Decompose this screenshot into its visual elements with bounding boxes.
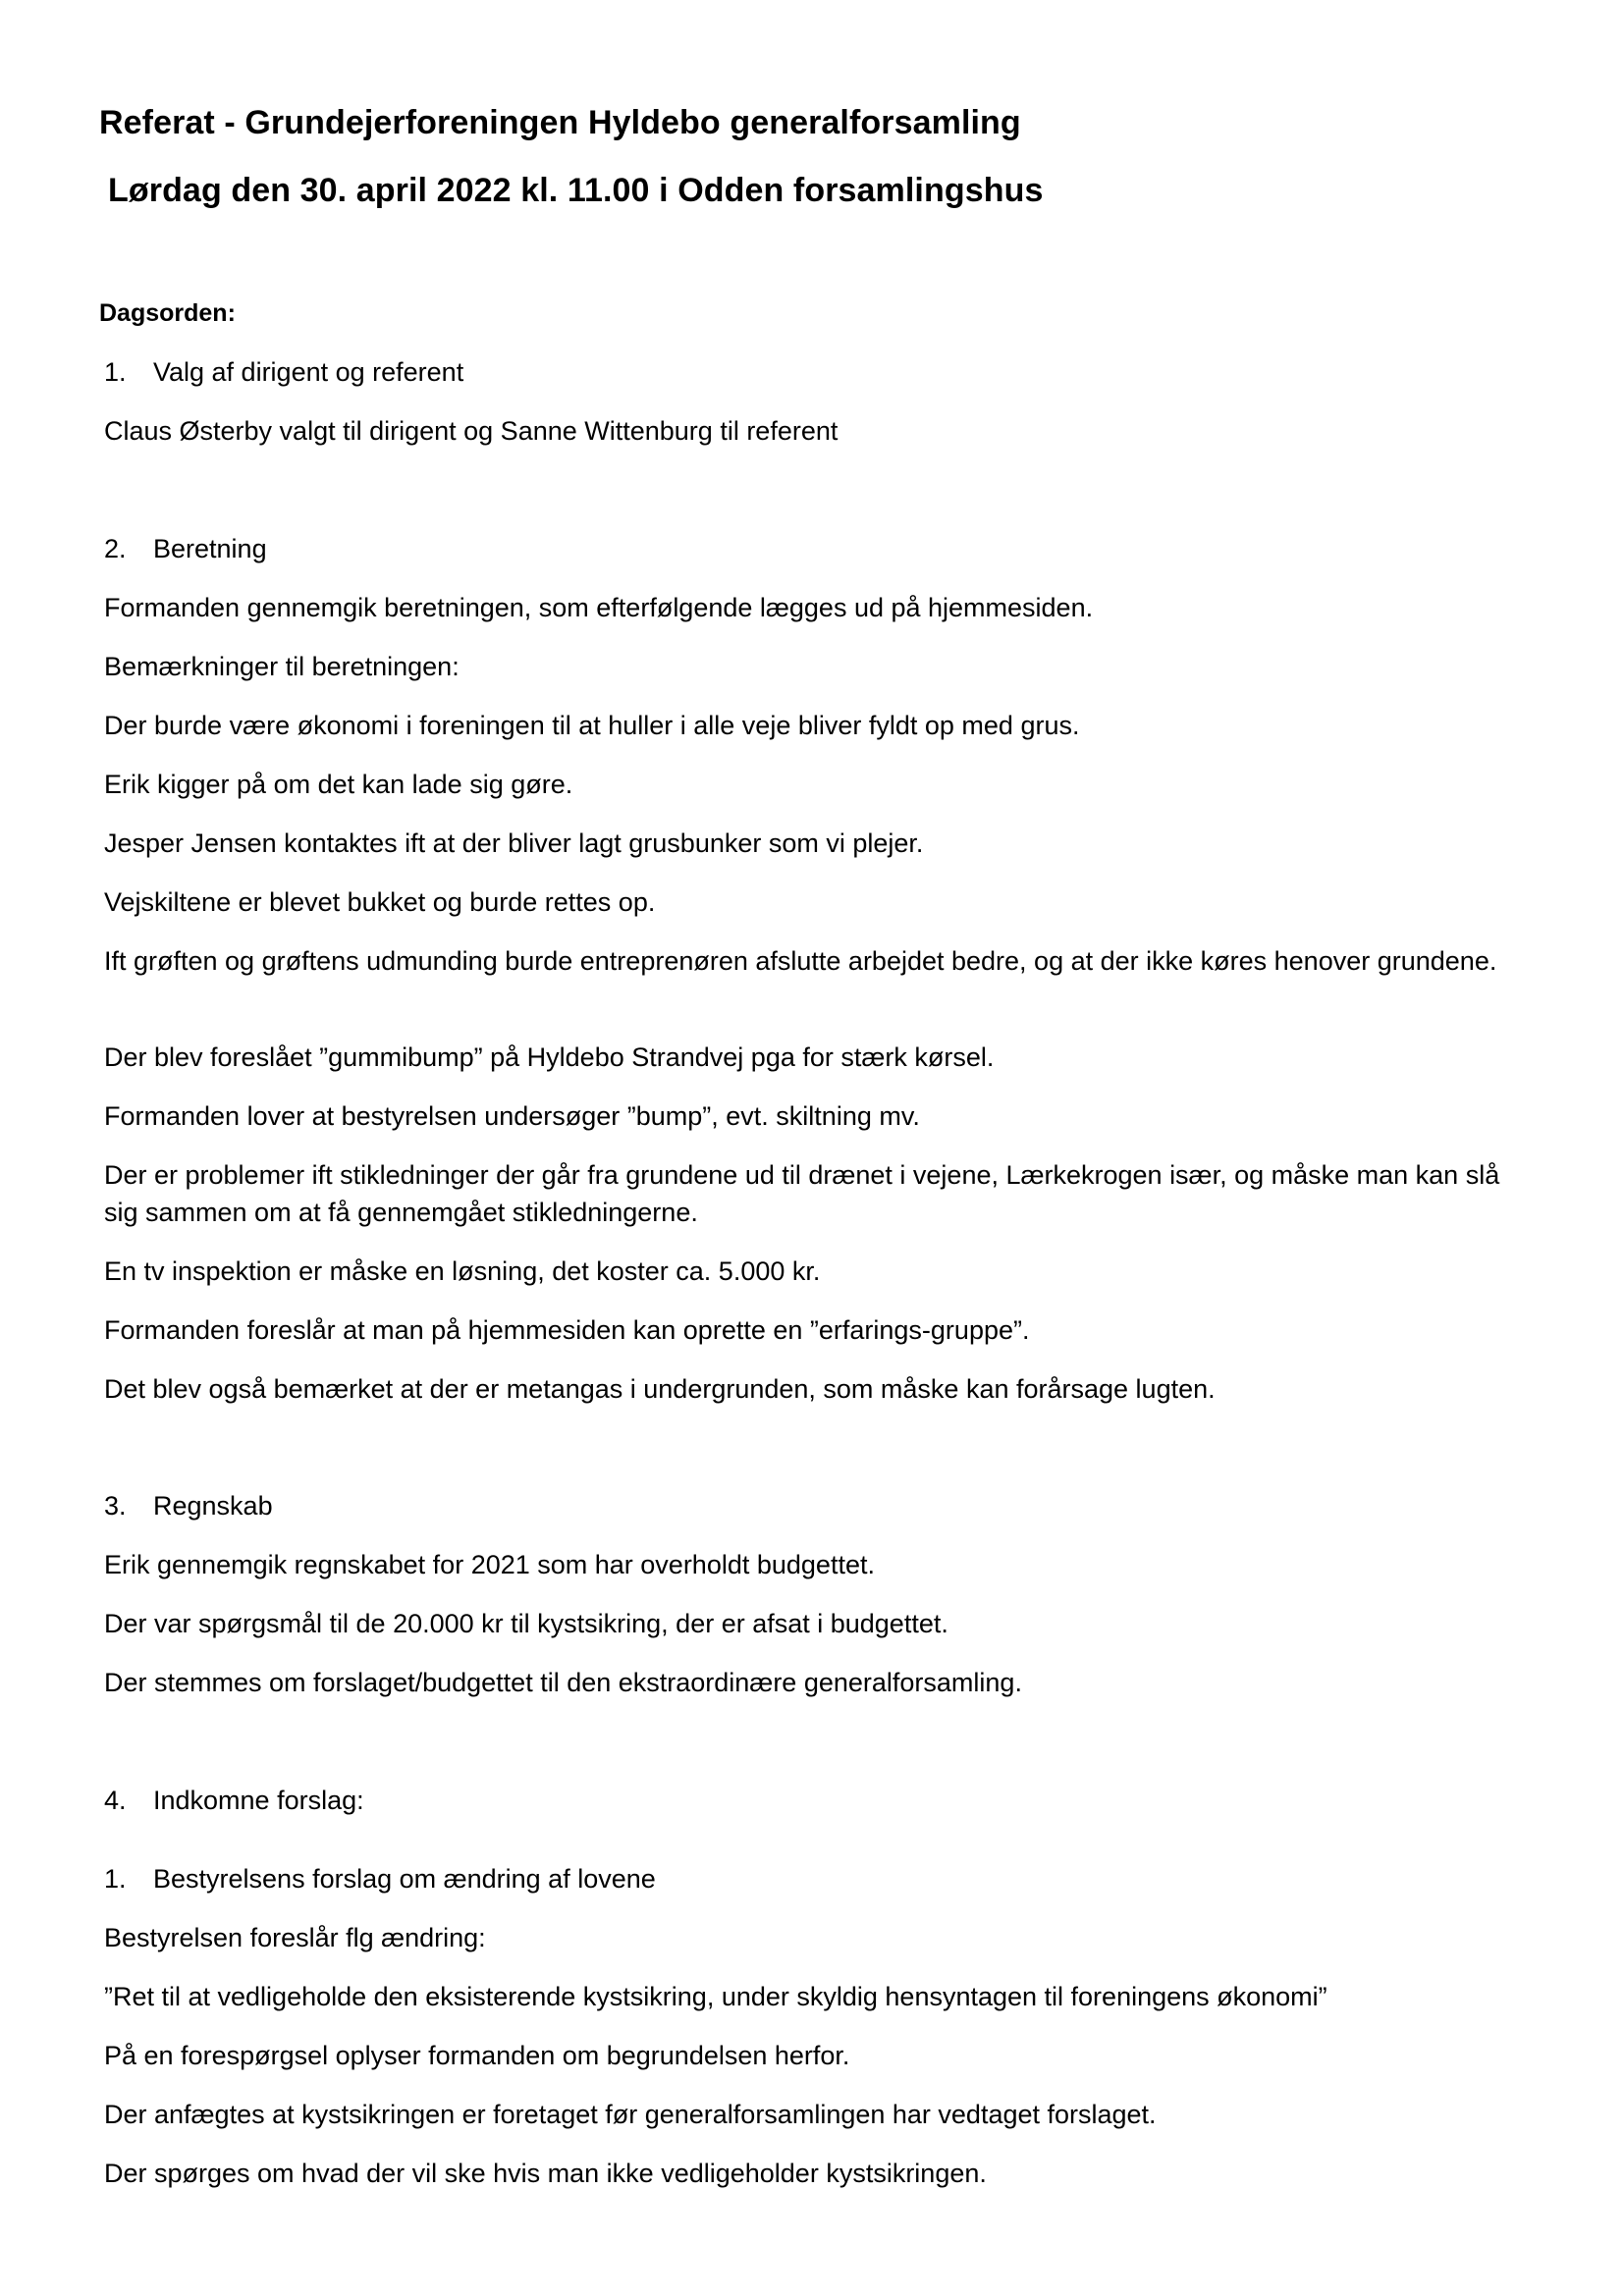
quoted-proposal: ”Ret til at vedligeholde den eksisterende kystsikring, under skyldig hensyntagen til foreningens økonomi” [104, 1982, 1327, 2011]
paragraph: Der blev foreslået ”gummibump” på Hyldebo Strandvej pga for stærk kørsel. [104, 1042, 995, 1072]
paragraph: Formanden gennemgik beretningen, som efterfølgende lægges ud på hjemmesiden. [104, 593, 1094, 622]
paragraph: Claus Østerby valgt til dirigent og Sanne Wittenburg til referent [104, 416, 839, 446]
sub-item-1 [104, 1860, 1538, 1897]
paragraph: Formanden foreslår at man på hjemmesiden kan oprette en ”erfarings-gruppe”. [104, 1315, 1030, 1345]
document-title: Referat - Grundejerforeningen Hyldebo generalforsamling [99, 104, 1021, 141]
paragraph: Der var spørgsmål til de 20.000 kr til kystsikring, der er afsat i budgettet. [104, 1609, 948, 1638]
agenda-item-number: 4. [104, 1786, 127, 1815]
document-subtitle-date: Lørdag den 30. april 2022 kl. 11.00 i Odden forsamlingshus [108, 172, 1044, 209]
agenda-item-1 [104, 353, 1538, 391]
agenda-item-number: 2. [104, 534, 127, 563]
paragraph: Der burde være økonomi i foreningen til at huller i alle veje bliver fyldt op med grus. [104, 711, 1080, 740]
paragraph: Bestyrelsen foreslår flg ændring: [104, 1923, 486, 1952]
paragraph: Der spørges om hvad der vil ske hvis man ikke vedligeholder kystsikringen. [104, 2159, 987, 2188]
paragraph: Jesper Jensen kontaktes ift at der bliver lagt grusbunker som vi plejer. [104, 828, 924, 858]
sub-item-number: 1. [104, 1864, 127, 1894]
paragraph: Bemærkninger til beretningen: [104, 652, 460, 681]
paragraph: Der er problemer ift stikledninger der går fra grundene ud til drænet i vejene, Lærkekrogen især, og måske man kan slå sig sammen om at få gennemgået stikledningerne. [104, 1160, 1500, 1227]
paragraph: Erik gennemgik regnskabet for 2021 som har overholdt budgettet. [104, 1550, 875, 1579]
sub-item-label: Bestyrelsens forslag om ændring af lovene [153, 1864, 656, 1894]
agenda-item-4 [104, 1782, 1538, 1819]
agenda-item-label: Indkomne forslag: [153, 1786, 364, 1815]
paragraph: Det blev også bemærket at der er metangas i undergrunden, som måske kan forårsage lugten. [104, 1374, 1216, 1404]
agenda-item-2 [104, 530, 1538, 567]
paragraph: En tv inspektion er måske en løsning, det koster ca. 5.000 kr. [104, 1256, 821, 1286]
agenda-item-label: Regnskab [153, 1491, 273, 1521]
paragraph: Der anfægtes at kystsikringen er foretaget før generalforsamlingen har vedtaget forslaget. [104, 2100, 1157, 2129]
paragraph: Erik kigger på om det kan lade sig gøre. [104, 770, 573, 799]
paragraph: Vejskiltene er blevet bukket og burde rettes op. [104, 887, 656, 917]
agenda-item-3 [104, 1487, 1538, 1524]
agenda-heading: Dagsorden: [99, 299, 236, 327]
paragraph: Der stemmes om forslaget/budgettet til den ekstraordinære generalforsamling. [104, 1668, 1022, 1697]
agenda-item-label: Beretning [153, 534, 267, 563]
agenda-item-label: Valg af dirigent og referent [153, 357, 464, 387]
paragraph: Ift grøften og grøftens udmunding burde entreprenøren afslutte arbejdet bedre, og at der ikke køres henover grundene. [104, 946, 1497, 976]
paragraph: Formanden lover at bestyrelsen undersøger ”bump”, evt. skiltning mv. [104, 1101, 920, 1131]
agenda-item-number: 3. [104, 1491, 127, 1521]
paragraph: På en forespørgsel oplyser formanden om begrundelsen herfor. [104, 2041, 850, 2070]
agenda-item-number: 1. [104, 357, 127, 387]
